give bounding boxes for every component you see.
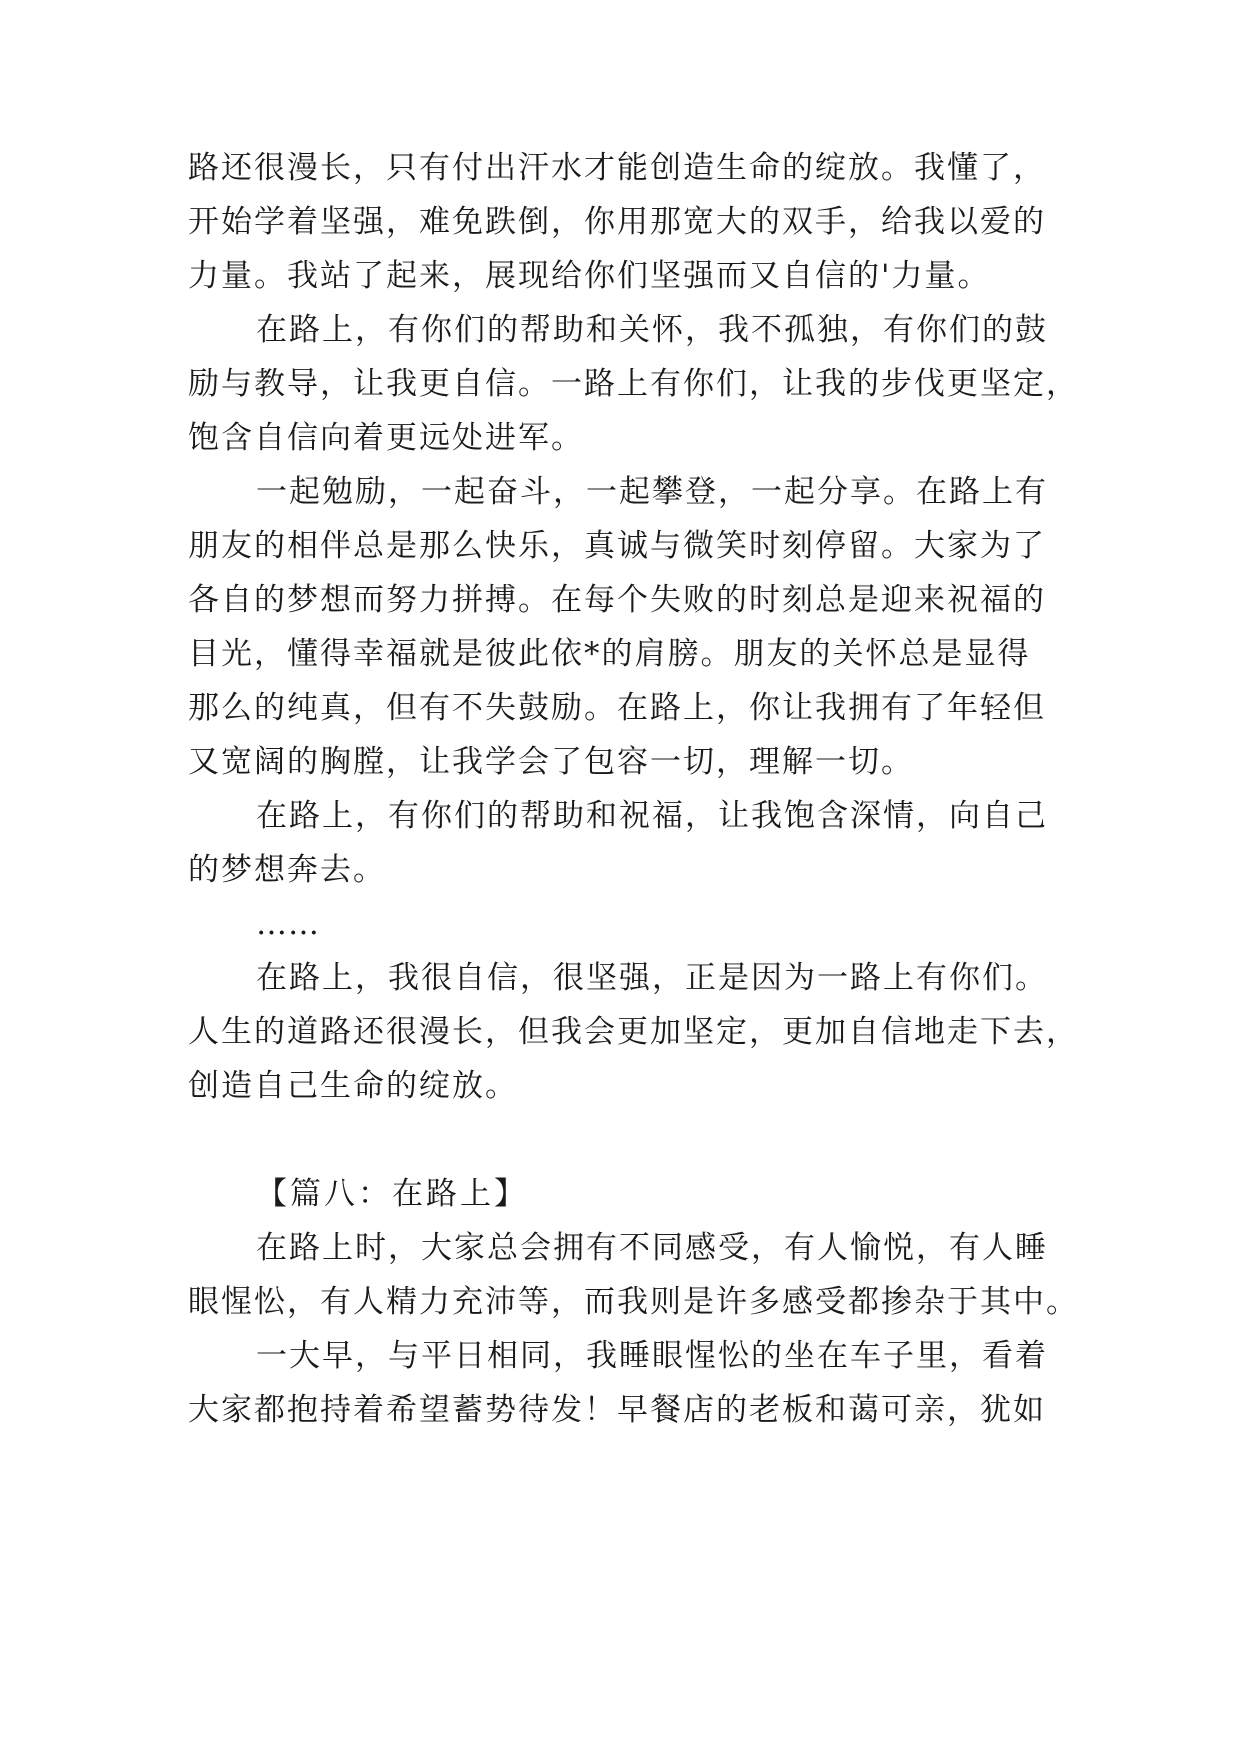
- text-line: 各自的梦想而努力拼搏。在每个失败的时刻总是迎来祝福的: [188, 582, 1046, 618]
- text-line: 一起勉励，一起奋斗，一起攀登，一起分享。在路上有: [256, 474, 1048, 510]
- text-line: 在路上时，大家总会拥有不同感受，有人愉悦，有人睡: [256, 1230, 1048, 1266]
- text-line: 又宽阔的胸膛，让我学会了包容一切，理解一切。: [188, 744, 914, 780]
- text-line: 在路上，有你们的帮助和关怀，我不孤独，有你们的鼓: [256, 312, 1048, 348]
- text-line: 那么的纯真，但有不失鼓励。在路上，你让我拥有了年轻但: [188, 690, 1046, 726]
- text-line: 眼惺忪，有人精力充沛等，而我则是许多感受都掺杂于其中。: [188, 1284, 1079, 1320]
- text-line: 路还很漫长，只有付出汗水才能创造生命的绽放。我懂了，: [188, 150, 1046, 186]
- text-line: 开始学着坚强，难免跌倒，你用那宽大的双手，给我以爱的: [188, 204, 1046, 240]
- text-line: 创造自己生命的绽放。: [188, 1068, 518, 1104]
- text-line: 的梦想奔去。: [188, 852, 386, 888]
- text-line: 在路上，有你们的帮助和祝福，让我饱含深情，向自己: [256, 798, 1048, 834]
- section-heading: 【篇八：在路上】: [256, 1176, 528, 1212]
- text-line: 一大早，与平日相同，我睡眼惺忪的坐在车子里，看着: [256, 1338, 1048, 1374]
- text-line: 朋友的相伴总是那么快乐，真诚与微笑时刻停留。大家为了: [188, 528, 1046, 564]
- text-line: 人生的道路还很漫长，但我会更加坚定，更加自信地走下去，: [188, 1014, 1079, 1050]
- text-line: 大家都抱持着希望蓄势待发！早餐店的老板和蔼可亲，犹如: [188, 1392, 1046, 1428]
- ellipsis: ……: [256, 906, 320, 942]
- text-line: 力量。我站了起来，展现给你们坚强而又自信的'力量。: [188, 258, 991, 294]
- text-line: 励与教导，让我更自信。一路上有你们，让我的步伐更坚定，: [188, 366, 1079, 402]
- text-line: 在路上，我很自信，很坚强，正是因为一路上有你们。: [256, 960, 1048, 996]
- text-line: 饱含自信向着更远处进军。: [188, 420, 584, 456]
- text-line: 目光，懂得幸福就是彼此依*的肩膀。朋友的关怀总是显得: [188, 636, 1031, 672]
